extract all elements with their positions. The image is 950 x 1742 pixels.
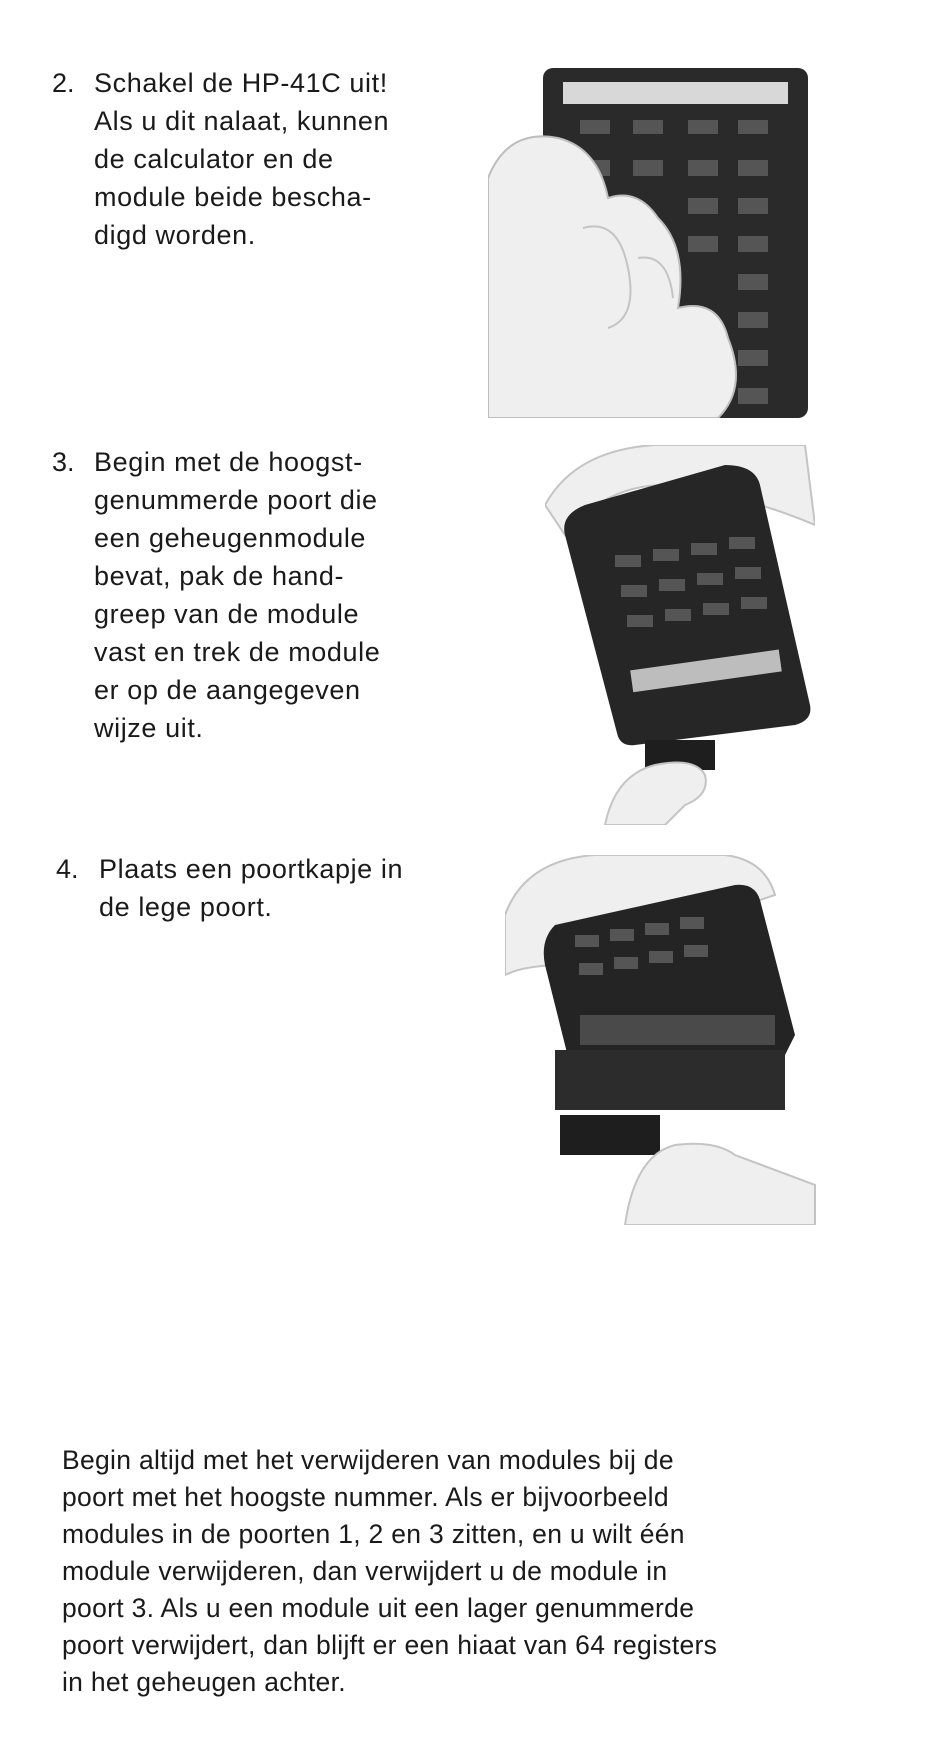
step-text: Schakel de HP-41C uit! Als u dit nalaat, kunnen de calculator en de module beide bescha- digd worden. bbox=[94, 68, 390, 250]
step-text: Plaats een poortkapje in de lege poort. bbox=[99, 854, 404, 922]
step-number: 3. bbox=[52, 447, 75, 477]
step-number: 2. bbox=[52, 68, 75, 98]
photo-pull-module bbox=[545, 445, 815, 825]
photo-hand-on-calculator bbox=[488, 68, 823, 418]
step-number: 4. bbox=[56, 854, 79, 884]
note-paragraph: Begin altijd met het verwijderen van modules bij de poort met het hoogste nummer. Als er bijvoorbeeld modules in de poorten 1, 2 en 3 zitten, en u wilt één module verwijderen, dan verwijdert u de module in poort 3. Als u een module uit een lager genummerde poort verwijdert, dan blijft er een hiaat van 64 registers in het geheugen achter. bbox=[62, 1445, 718, 1697]
photo-insert-port-cap bbox=[505, 855, 835, 1225]
step-text: Begin met de hoogst- genummerde poort die een geheugenmodule bevat, pak de hand- greep van de module vast en trek de module er op de aangegeven wijze uit. bbox=[94, 447, 381, 743]
